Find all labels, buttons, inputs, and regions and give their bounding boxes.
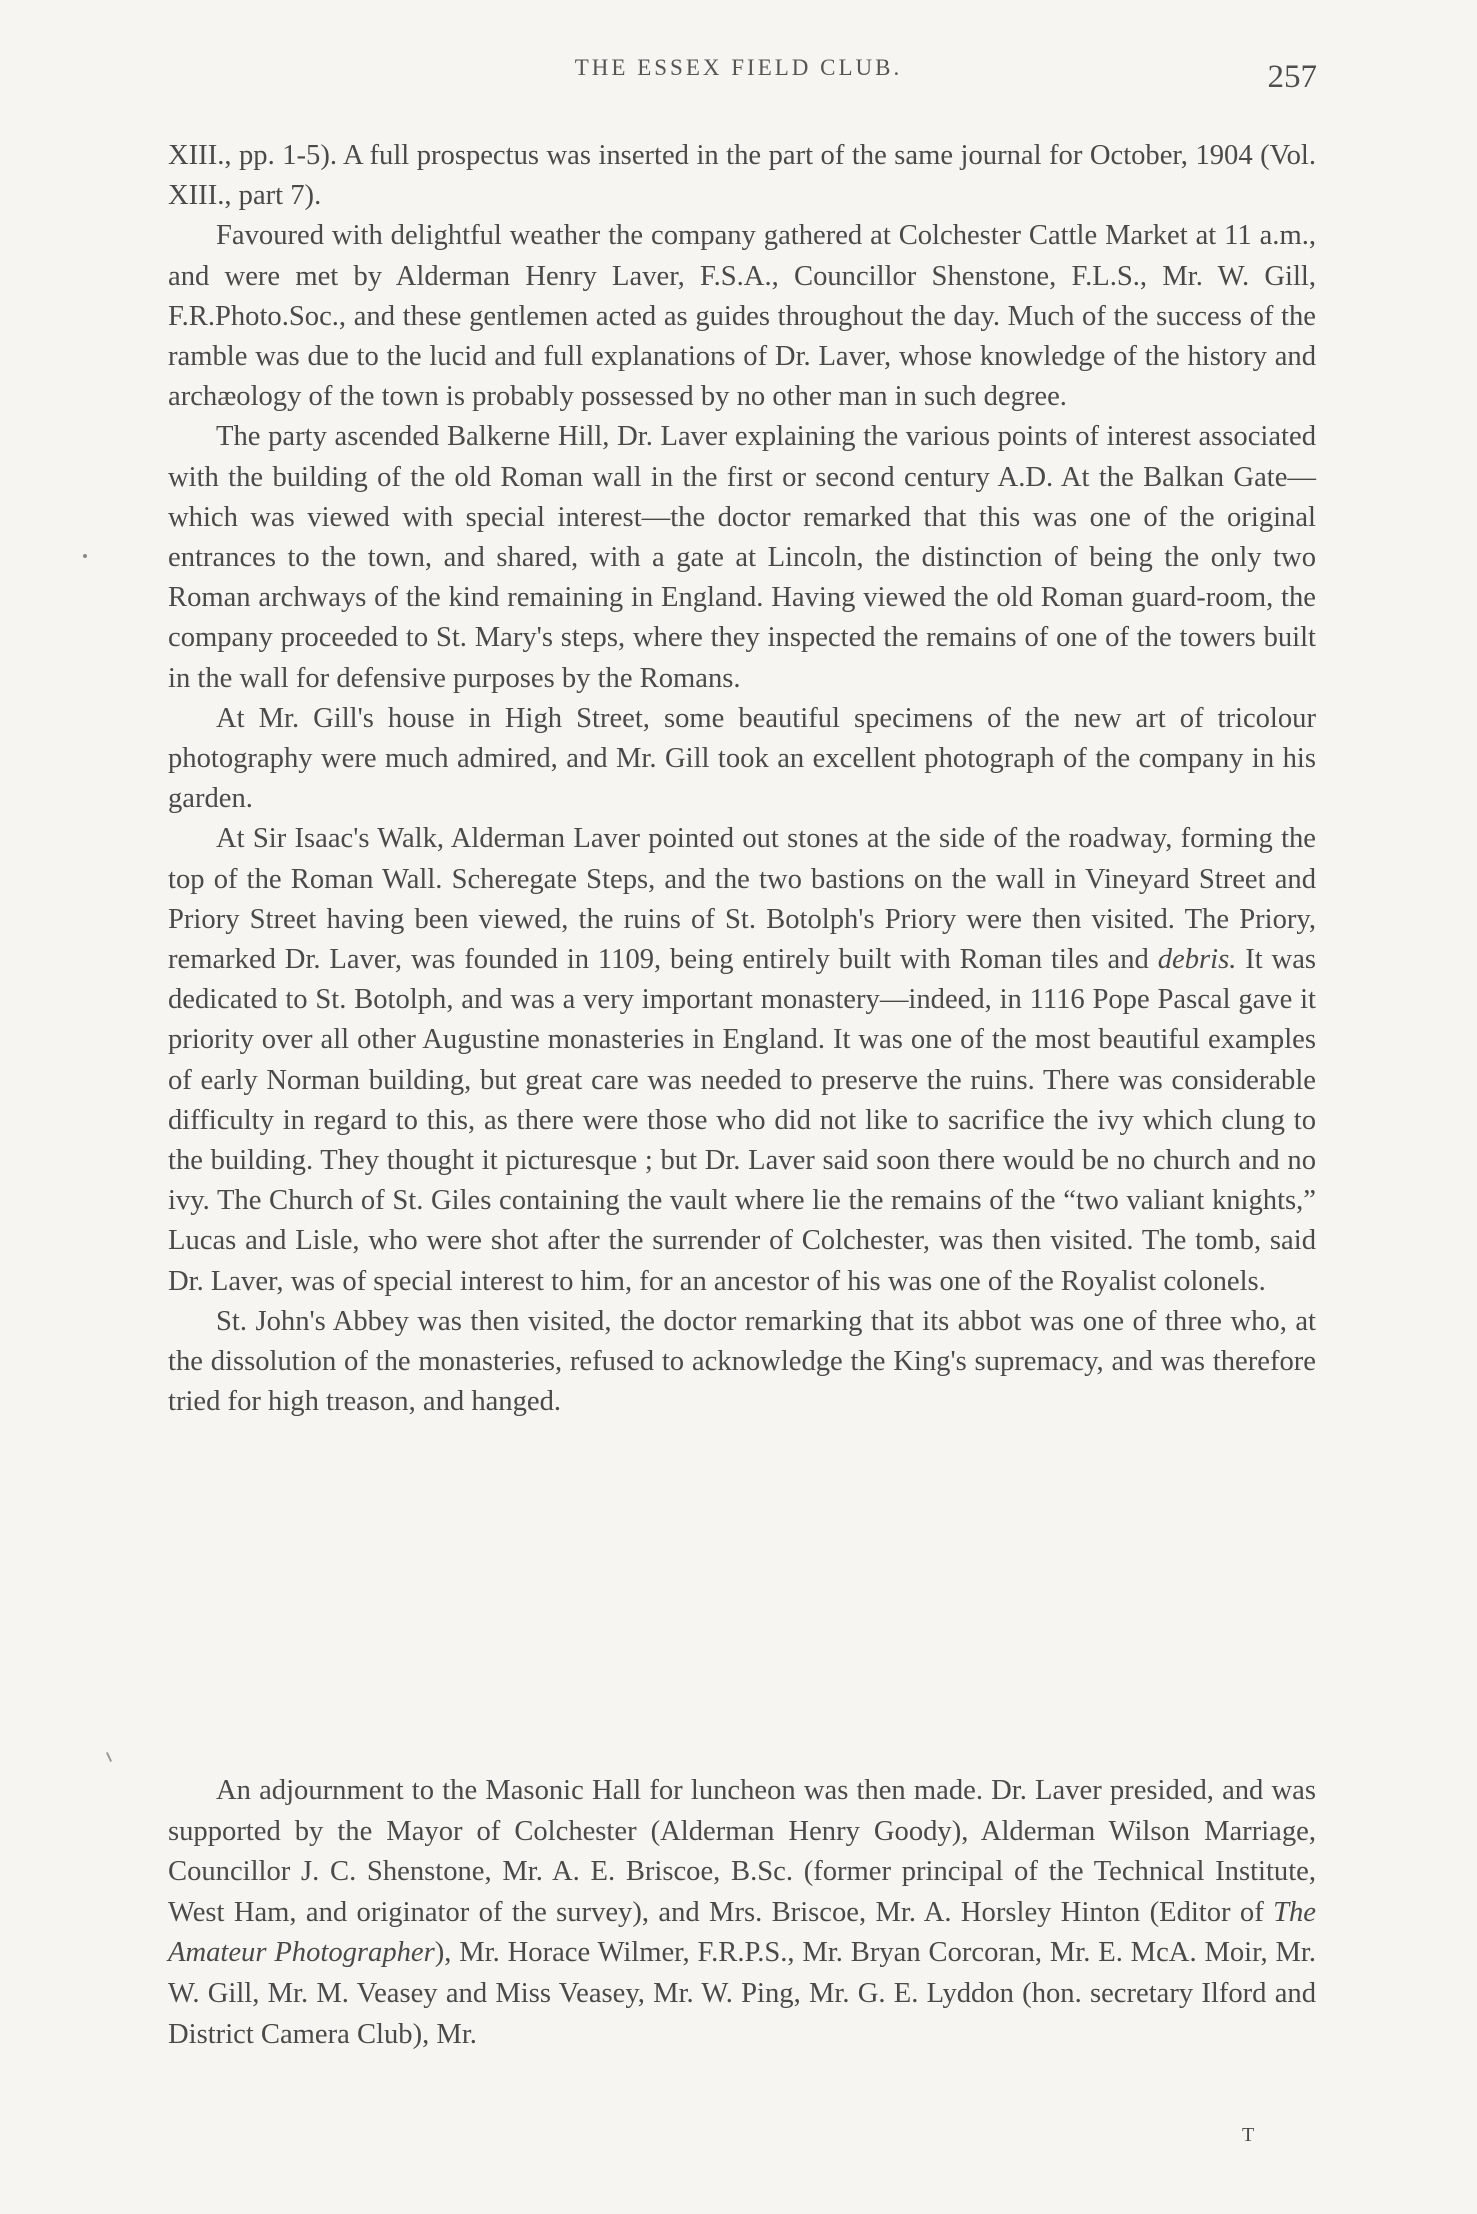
paragraph-continuation: XIII., pp. 1-5). A full prospectus was inserted in the part of the same journal for October, 1904 (Vol. XIII., part 7).: [168, 140, 1316, 212]
luncheon-text-after: ), Mr. Horace Wilmer, F.R.P.S., Mr. Bryan Corcoran, Mr. E. McA. Moir, Mr. W. Gill, Mr. M. Veasey and Miss Veasey, Mr. W. Ping, Mr. G. E. Lyddon (hon. secretary Ilford and District Camera Club), Mr.: [168, 1937, 1316, 2050]
priory-text-before: At Sir Isaac's Walk, Alderman Laver pointed out stones at the side of the roadway, forming the top of the Roman Wall. Scheregate Steps, and the two bastions on the wall in Vineyard Street and Priory Street having been viewed, the ruins of St. Botolph's Priory were then visited. The Priory, remarked Dr. Laver, was founded in 1109, being entirely built with Roman tiles and: [168, 823, 1316, 976]
priory-text-after: It was dedicated to St. Botolph, and was a very important monastery—indeed, in 1116 Pope Pascal gave it priority over all other Augustine monasteries in England. It was one of the most beautiful examples of early Norman building, but great care was needed to preserve the ruins. There was considerable difficulty in regard to this, as there were those who did not like to sacrifice the ivy which clung to the building. They thought it picturesque ; but Dr. Laver said soon there would be no church and no ivy. The Church of St. Giles containing the vault where lie the remains of the “two valiant knights,” Lucas and Lisle, who were shot after the surrender of Colchester, was then visited. The tomb, said Dr. Laver, was of special interest to him, for an ancestor of his was one of the Royalist colonels.: [168, 944, 1317, 1297]
signature-mark: T: [1242, 2124, 1255, 2146]
print-speck: [83, 554, 87, 558]
paragraph-st-johns-abbey: St. John's Abbey was then visited, the doctor remarking that its abbot was one of three who, at the dissolution of the monasteries, refused to acknowledge the King's supremacy, and was therefore tried for high treason, and hanged.: [168, 1305, 1316, 1418]
paragraph-balkerne-hill: The party ascended Balkerne Hill, Dr. Laver explaining the various points of interest associated with the building of the old Roman wall in the first or second century A.D. At the Balkan Gate—which was viewed with special interest—the doctor remarked that this was one of the original entrances to the town, and shared, with a gate at Lincoln, the distinction of being the only two Roman archways of the kind remaining in England. Having viewed the old Roman guard-room, the company proceeded to St. Mary's steps, where they inspected the remains of one of the towers built in the wall for defensive purposes by the Romans.: [168, 421, 1316, 694]
priory-italic-debris: debris.: [1157, 944, 1237, 976]
body-text-upper: [168, 136, 1316, 1423]
paragraph-priory: [168, 819, 1316, 1301]
luncheon-italic-journal: The Amateur Photographer: [168, 1896, 1316, 1969]
luncheon-text-before: An adjournment to the Masonic Hall for luncheon was then made. Dr. Laver presided, and was supported by the Mayor of Colchester (Alderman Henry Goody), Alderman Wilson Marriage, Councillor J. C. Shenstone, Mr. A. E. Briscoe, B.Sc. (former principal of the Technical Institute, West Ham, and originator of the survey), and Mrs. Briscoe, Mr. A. Horsley Hinton (Editor of: [168, 1775, 1316, 1928]
print-speck: [106, 1752, 112, 1762]
page-number: 257: [1267, 59, 1317, 95]
paragraph-luncheon: [168, 1771, 1316, 2055]
paragraph-weather: Favoured with delightful weather the company gathered at Colchester Cattle Market at 11 a.m., and were met by Alderman Henry Laver, F.S.A., Councillor Shenstone, F.L.S., Mr. W. Gill, F.R.Photo.Soc., and these gentlemen acted as guides throughout the day. Much of the success of the ramble was due to the lucid and full explanations of Dr. Laver, whose knowledge of the history and archæology of the town is probably possessed by no other man in such degree.: [168, 220, 1316, 413]
running-head: [0, 55, 1477, 95]
body-text-lower: [168, 1771, 1316, 2055]
running-title: THE ESSEX FIELD CLUB.: [574, 55, 903, 80]
paragraph-gill-house: At Mr. Gill's house in High Street, some beautiful specimens of the new art of tricolour photography were much admired, and Mr. Gill took an excellent photograph of the company in his garden.: [168, 702, 1316, 815]
